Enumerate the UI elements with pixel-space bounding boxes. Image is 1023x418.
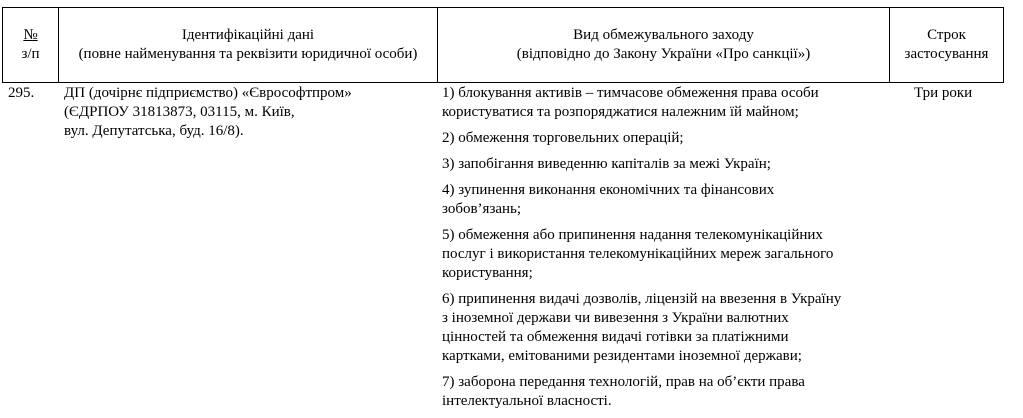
header-term-title: Строк <box>927 27 966 43</box>
header-measure-title: Вид обмежувального заходу <box>573 27 754 43</box>
measure-item <box>442 290 882 366</box>
measure-item <box>442 226 882 283</box>
measure-line: 4) зупинення виконання економічних та фінансових <box>442 182 775 198</box>
measure-line: зобов’язань; <box>442 201 522 217</box>
measure-line: 1) блокування активів – тимчасове обмеження права особи <box>442 85 819 101</box>
measure-line: 5) обмеження або припинення надання телекомунікаційних <box>442 227 823 243</box>
table-header <box>2 7 1004 83</box>
row-identification <box>64 84 434 141</box>
header-measure-type <box>437 8 889 82</box>
measure-line: 7) заборона передання технологій, прав на об’єкти права <box>442 374 805 390</box>
row-term: Три роки <box>914 85 973 101</box>
measure-item <box>442 155 882 174</box>
header-number-sub: з/п <box>21 46 40 62</box>
header-identification-sub: (повне найменування та реквізити юридичної особи) <box>78 46 418 62</box>
measure-item <box>442 84 882 122</box>
measure-item <box>442 129 882 148</box>
measure-line: користуватися та розпоряджатися належним їй майном; <box>442 104 799 120</box>
measure-line: картками, емітованими резидентами іноземної держави; <box>442 348 802 364</box>
measure-line: користування; <box>442 265 533 281</box>
entity-registry-address: (ЄДРПОУ 31813873, 03115, м. Київ, <box>64 104 295 120</box>
header-term-sub: застосування <box>904 46 989 62</box>
header-identification <box>58 8 437 82</box>
entity-name: ДП (дочірнє підприємство) «Єврософтпром» <box>64 85 352 101</box>
measure-item <box>442 373 882 411</box>
entity-street: вул. Депутатська, буд. 16/8). <box>64 123 244 139</box>
header-measure-sub: (відповідно до Закону України «Про санкції») <box>516 46 811 62</box>
header-number-symbol: № <box>23 27 38 43</box>
row-number: 295. <box>8 85 35 101</box>
measure-line: інтелектуальної власності. <box>442 393 612 409</box>
measure-item <box>442 181 882 219</box>
measure-line: 3) запобігання виведенню капіталів за межі Україн; <box>442 156 771 172</box>
measure-line: 6) припинення видачі дозволів, ліцензій на ввезення в Україну <box>442 291 842 307</box>
measure-line: 2) обмеження торговельних операцій; <box>442 130 684 146</box>
measure-line: з іноземної держави чи вивезення з України валютних <box>442 310 789 326</box>
measures-list <box>442 84 882 418</box>
header-term <box>889 8 1003 82</box>
header-identification-title: Ідентифікаційні дані <box>181 27 315 43</box>
measure-line: цінностей та обмеження видачі готівки за платіжними <box>442 329 789 345</box>
header-number <box>3 8 58 82</box>
measure-line: послуг і використання телекомунікаційних мереж загального <box>442 246 834 262</box>
